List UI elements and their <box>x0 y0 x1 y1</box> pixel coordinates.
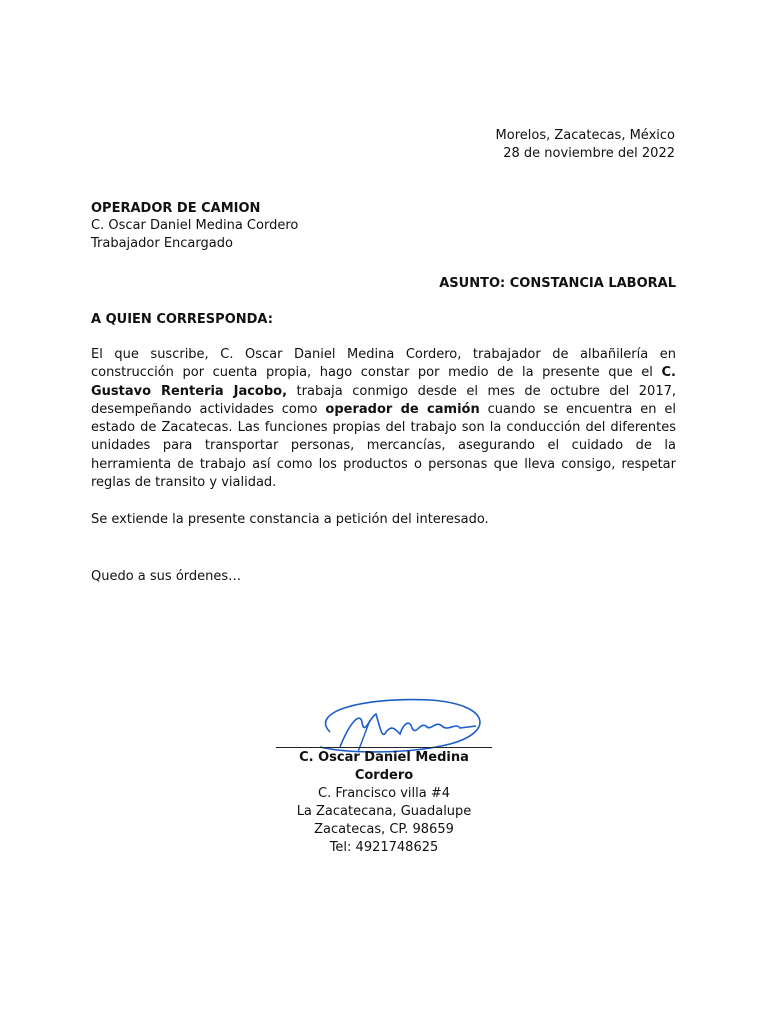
recipient-name: C. Oscar Daniel Medina Cordero <box>91 218 299 233</box>
signer-address-3: Zacatecas, CP. 98659 <box>314 822 454 837</box>
closing-statement: Se extiende la presente constancia a petición del interesado. <box>91 512 489 527</box>
recipient-role: OPERADOR DE CAMION <box>91 201 261 216</box>
body-paragraph <box>91 346 676 492</box>
signer-address-2: La Zacatecana, Guadalupe <box>296 804 472 819</box>
body-text-1: El que suscribe, C. Oscar Daniel Medina Cordero, trabajador de albañilería en construcción por cuenta propia, hago constar por medio de la presente que el <box>91 347 676 381</box>
recipient-title: Trabajador Encargado <box>91 236 233 251</box>
closing-greeting: Quedo a sus órdenes… <box>91 569 242 584</box>
signature-block <box>276 749 492 857</box>
date-line: 28 de noviembre del 2022 <box>503 146 675 161</box>
signer-name: C. Oscar Daniel Medina Cordero <box>299 750 469 783</box>
subject-line: ASUNTO: CONSTANCIA LABORAL <box>439 276 676 291</box>
signature-line <box>276 747 492 748</box>
date-block <box>496 127 675 163</box>
signer-address-1: C. Francisco villa #4 <box>318 786 450 801</box>
signer-phone: Tel: 4921748625 <box>329 840 439 855</box>
place-line: Morelos, Zacatecas, México <box>495 128 675 143</box>
salutation: A QUIEN CORRESPONDA: <box>91 312 273 327</box>
body-text-2: trabaja conmigo desde el mes de octubre del 2017, desempeñando actividades como <box>91 383 676 417</box>
body-text-3: cuando se encuentra en el estado de Zacatecas. Las funciones propias del trabajo son la conducción del diferentes unidades para transportar personas, mercancías, asegurando el cuidado de la herramienta de trabajo así como los productos o personas que lleva consigo, respetar reglas de transito y vialidad. <box>91 401 676 491</box>
job-title: operador de camión <box>325 401 480 417</box>
employee-name: C. Gustavo Renteria Jacobo, <box>91 365 676 399</box>
